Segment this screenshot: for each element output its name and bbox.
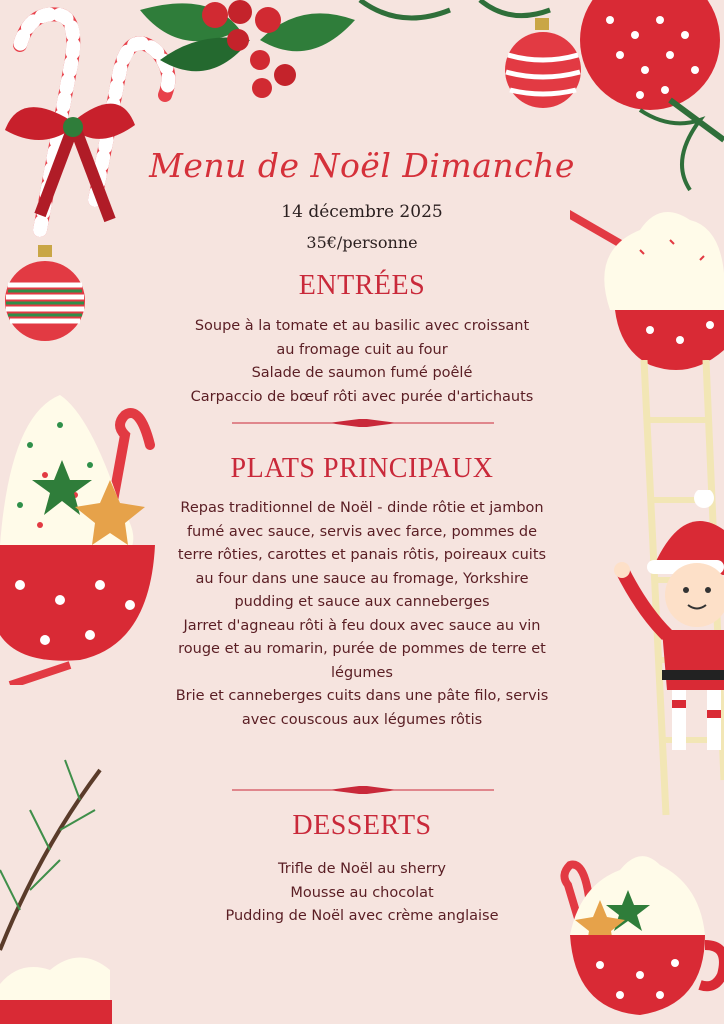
bottom-left-pine-illustration — [0, 730, 120, 1024]
entrees-heading: ENTRÉES — [298, 270, 426, 301]
elf-illustration — [612, 490, 724, 770]
plats-heading: PLATS PRINCIPAUX — [230, 453, 494, 484]
list-item: Brie et canneberges cuits dans une pâte filo, servis avec couscous aux légumes rôtis — [175, 688, 549, 728]
menu-title: Menu de Noël Dimanche — [149, 146, 575, 185]
left-ornament-illustration — [2, 245, 88, 345]
section-divider — [232, 786, 494, 794]
menu-date: 14 décembre 2025 — [281, 202, 443, 222]
list-item: Carpaccio de bœuf rôti avec purée d'artichauts — [190, 388, 534, 405]
holly-berries-illustration — [140, 0, 360, 110]
desserts-heading: DESSERTS — [292, 810, 432, 841]
list-item: Pudding de Noël avec crème anglaise — [225, 908, 499, 924]
list-item: au fromage cuit au four — [276, 341, 448, 358]
desserts-list — [120, 858, 604, 929]
list-item: Salade de saumon fumé poêlé — [251, 365, 473, 381]
section-divider — [232, 419, 494, 427]
entrees-list — [120, 315, 604, 409]
list-item: Repas traditionnel de Noël - dinde rôtie et jambon fumé avec sauce, servis avec farce, pommes de terre rôties, carottes et panais rôtis, poireaux cuits au four dans une sauce au fromage, Yorkshire pudding et sauce aux canneberges — [177, 500, 547, 610]
list-item: Jarret d'agneau rôti à feu doux avec sauce au vin rouge et au romarin, purée de pommes de terre et légumes — [178, 617, 546, 681]
list-item: Mousse au chocolat — [290, 884, 434, 901]
left-hot-chocolate-mug-illustration — [0, 385, 170, 685]
plats-list — [170, 497, 554, 732]
list-item: Soupe à la tomate et au basilic avec croissant — [194, 318, 530, 334]
menu-price: 35€/personne — [306, 233, 418, 252]
list-item: Trifle de Noël au sherry — [278, 861, 446, 877]
